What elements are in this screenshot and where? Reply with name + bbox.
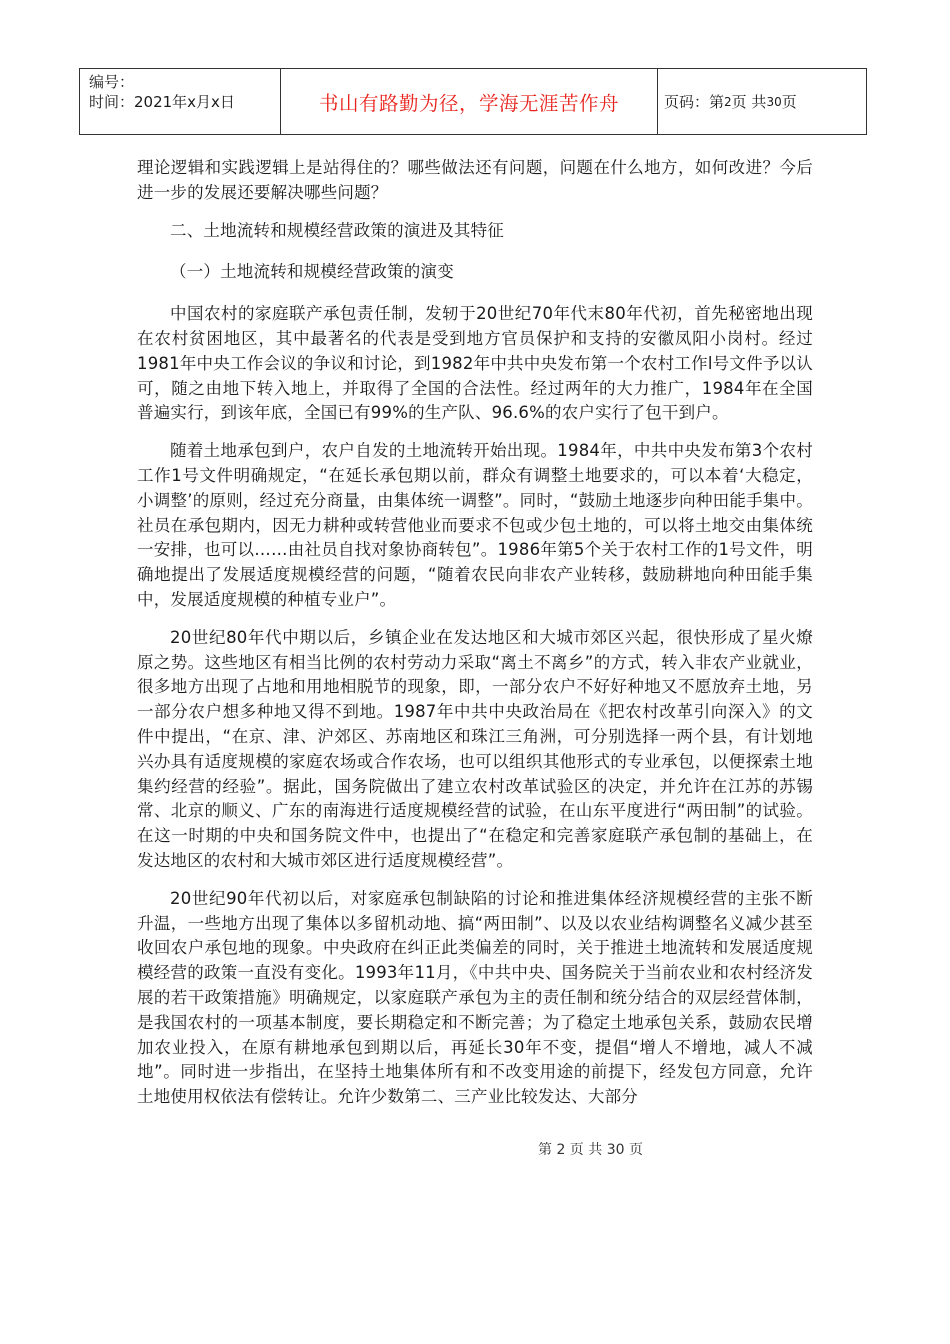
page-footer: 第 2 页 共 30 页 <box>538 1142 643 1158</box>
paragraph: 随着土地承包到户，农户自发的土地流转开始出现。1984年，中共中央发布第3个农村工作1号文件明确规定，“在延长承包期以前，群众有调整土地要求的，可以本着‘大稳定，小调整’的原则，经过充分商量，由集体统一调整”。同时，“鼓励土地逐步向种田能手集中。社员在承包期内，因无力耕种或转营他业而要求不包或少包土地的，可以将土地交由集体统一安排，也可以……由社员自找对象协商转包”。1986年第5个关于农村工作的1号文件，明确地提出了发展适度规模经营的问题，“随着农民向非农产业转移，鼓励耕地向种田能手集中，发展适度规模的种植专业户”。 <box>137 441 813 609</box>
page-number-cell <box>658 69 866 134</box>
page-prefix: 页码：第 <box>664 93 725 111</box>
motto-text: 书山有路勤为径，学海无涯苦作舟 <box>318 91 619 115</box>
paragraph-continuation: 理论逻辑和实践逻辑上是站得住的？哪些做法还有问题，问题在什么地方，如何改进？今后进一步的发展还要解决哪些问题？ <box>137 158 813 202</box>
motto-cell <box>281 69 658 134</box>
paragraph: 中国农村的家庭联产承包责任制，发轫于20世纪70年代末80年代初，首先秘密地出现在农村贫困地区，其中最著名的代表是受到地方官员保护和支持的安徽凤阳小岗村。经过1981年中央工作会议的争议和讨论，到1982年中共中央发布第一个农村工作l号文件予以认可，随之由地下转入地上，并取得了全国的合法性。经过两年的大力推广，1984年在全国普遍实行，到该年底，全国已有99%的生产队、96.6%的农户实行了包干到户。 <box>137 304 813 423</box>
time-label: 时间：2021年x月x日 <box>89 93 235 111</box>
header-meta-cell <box>80 69 281 134</box>
page-current: 2 <box>724 94 732 109</box>
number-label: 编号： <box>89 73 135 91</box>
paragraph: 20世纪90年代初以后，对家庭承包制缺陷的讨论和推进集体经济规模经营的主张不断升温，一些地方出现了集体以多留机动地、搞“两田制”、以及以农业结构调整名义减少甚至收回农户承包地的现象。中央政府在纠正此类偏差的同时，关于推进土地流转和发展适度规模经营的政策一直没有变化。1993年11月，《中共中央、国务院关于当前农业和农村经济发展的若干政策措施》明确规定，以家庭联产承包为主的责任制和统分结合的双层经营体制，是我国农村的一项基本制度，要长期稳定和不断完善；为了稳定土地承包关系，鼓励农民增加农业投入，在原有耕地承包到期以后，再延长30年不变，提倡“增人不增地，减人不减地”。同时进一步指出，在坚持土地集体所有和不改变用途的前提下，经发包方同意，允许土地使用权依法有偿转让。允许少数第二、三产业比较发达、大部分 <box>137 888 813 1107</box>
page-mid: 页 共 <box>731 93 767 111</box>
document-body <box>137 156 813 1123</box>
header-table <box>79 68 867 135</box>
subsection-heading: （一）土地流转和规模经营政策的演变 <box>170 262 454 282</box>
section-heading: 二、土地流转和规模经营政策的演进及其特征 <box>170 220 504 240</box>
page-suffix: 页 <box>781 93 797 111</box>
page-total: 30 <box>766 94 782 109</box>
paragraph: 20世纪80年代中期以后，乡镇企业在发达地区和大城市郊区兴起，很快形成了星火燎原之势。这些地区有相当比例的农村劳动力采取“离土不离乡”的方式，转入非农产业就业，很多地方出现了占地和用地相脱节的现象，即，一部分农户不好好种地又不愿放弃土地，另一部分农户想多种地又得不到地。1987年中共中央政治局在《把农村改革引向深入》的文件中提出，“在京、津、沪郊区、苏南地区和珠江三角洲，可分别选择一两个县，有计划地兴办具有适度规模的家庭农场或合作农场，也可以组织其他形式的专业承包，以便探索土地集约经营的经验”。据此，国务院做出了建立农村改革试验区的决定，并允许在江苏的苏锡常、北京的顺义、广东的南海进行适度规模经营的试验，在山东平度进行“两田制”的试验。在这一时期的中央和国务院文件中，也提出了“在稳定和完善家庭联产承包制的基础上，在发达地区的农村和大城市郊区进行适度规模经营”。 <box>137 627 813 870</box>
